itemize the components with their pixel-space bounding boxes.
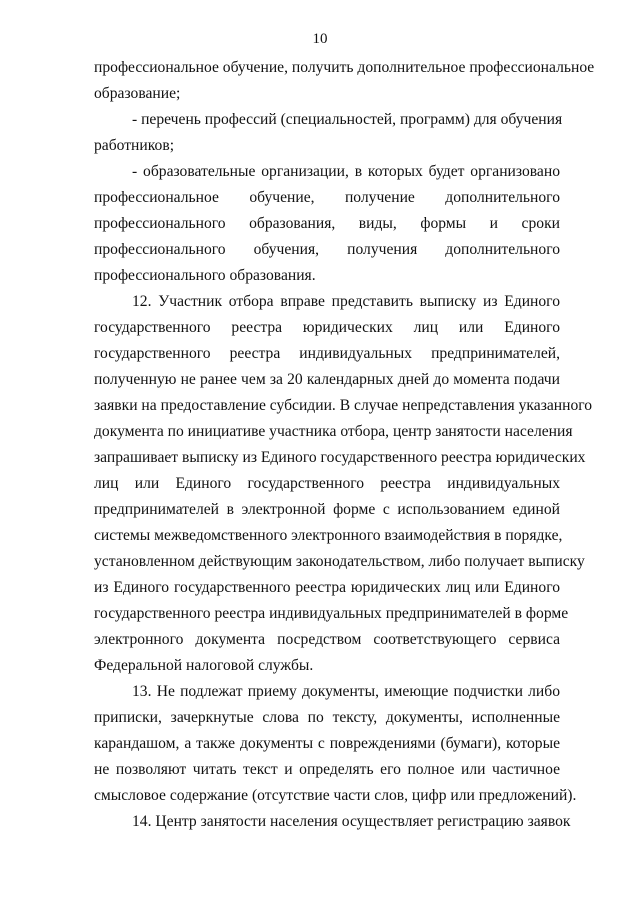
text-line: приписки, зачеркнутые слова по тексту, документы, исполненные	[94, 709, 560, 726]
text-line: 13. Не подлежат приему документы, имеющие подчистки либо	[132, 683, 560, 700]
text-line: - перечень профессий (специальностей, программ) для обучения	[132, 111, 563, 128]
text-line: профессиональное обучение, получить дополнительное профессиональное	[94, 59, 595, 76]
text-line: государственного реестра юридических лиц или Единого	[94, 319, 560, 336]
text-line: полученную не ранее чем за 20 календарных дней до момента подачи	[94, 371, 560, 388]
text-line: профессионального образования.	[94, 267, 316, 284]
text-line: профессионального образования, виды, формы и сроки	[94, 215, 560, 232]
text-line: системы межведомственного электронного взаимодействия в порядке,	[94, 527, 563, 544]
text-line: лиц или Единого государственного реестра индивидуальных	[94, 475, 560, 492]
text-line: электронного документа посредством соответствующего сервиса	[94, 631, 560, 648]
text-line: Федеральной налоговой службы.	[94, 657, 314, 674]
text-line: образование;	[94, 85, 181, 102]
text-line: установленном действующим законодательством, либо получает выписку	[94, 553, 585, 570]
text-line: документа по инициативе участника отбора, центр занятости населения	[94, 423, 573, 440]
text-line: заявки на предоставление субсидии. В случае непредставления указанного	[94, 397, 593, 414]
text-line: 14. Центр занятости населения осуществляет регистрацию заявок	[132, 813, 571, 830]
text-line: 12. Участник отбора вправе представить выписку из Единого	[132, 293, 560, 310]
text-line: из Единого государственного реестра юридических лиц или Единого	[94, 579, 560, 596]
text-line: государственного реестра индивидуальных предпринимателей,	[94, 345, 560, 362]
text-line: карандашом, а также документы с повреждениями (бумаги), которые	[94, 735, 560, 752]
text-line: профессиональное обучение, получение дополнительного	[94, 189, 560, 206]
text-line: запрашивает выписку из Единого государственного реестра юридических	[94, 449, 586, 466]
text-line: профессионального обучения, получения дополнительного	[94, 241, 560, 258]
text-line: не позволяют читать текст и определять его полное или частичное	[94, 761, 560, 778]
text-line: - образовательные организации, в которых будет организовано	[132, 163, 560, 180]
text-line: смысловое содержание (отсутствие части слов, цифр или предложений).	[94, 787, 577, 804]
text-line: государственного реестра индивидуальных предпринимателей в форме	[94, 605, 569, 622]
text-line: работников;	[94, 137, 175, 154]
page-number: 10	[312, 31, 328, 47]
text-line: предпринимателей в электронной форме с использованием единой	[94, 501, 560, 518]
